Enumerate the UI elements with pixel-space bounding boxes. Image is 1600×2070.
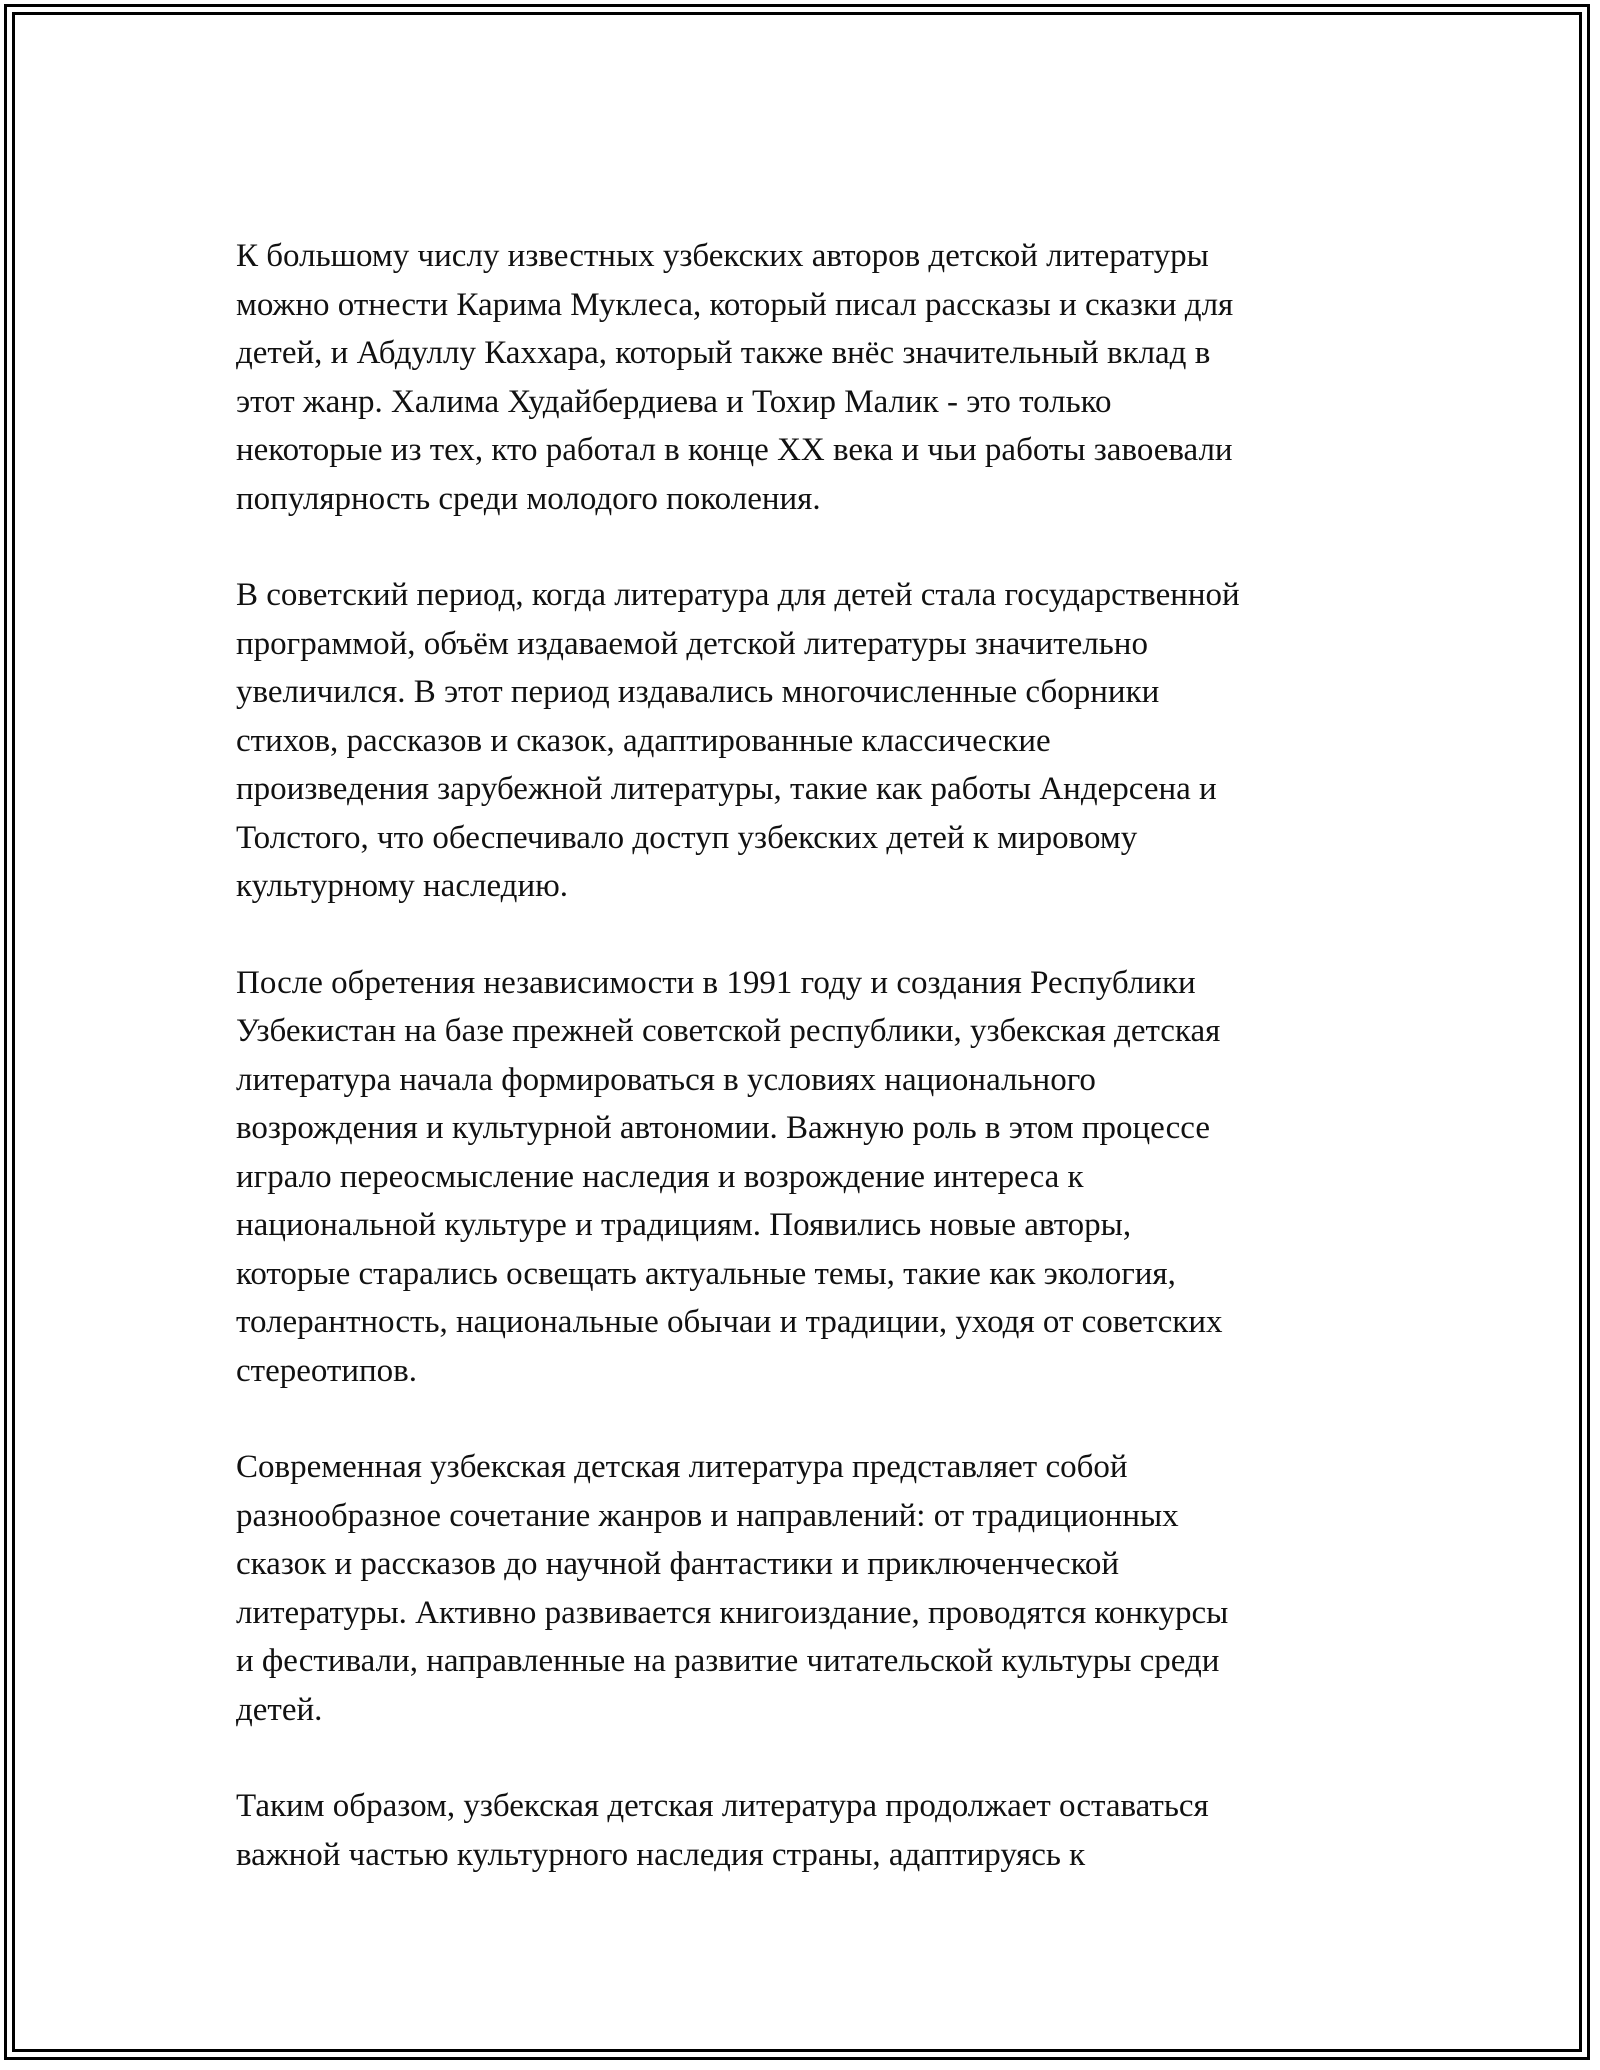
paragraph-authors: К большому числу известных узбекских авторов детской литературы можно отнести Карима Муклеса, который писал рассказы и сказки для детей, и Абдуллу Каххара, который также внёс значительный вклад в этот жанр. Халима Худайбердиева и Тохир Малик - это только некоторые из тех, кто работал в конце XX века и чьи работы завоевали популярность среди молодого поколения. (236, 238, 1234, 517)
paragraph-conclusion: Таким образом, узбекская детская литература продолжает оставаться важной частью культурного наследия страны, адаптируясь к (236, 1788, 1209, 1873)
paragraph-independence: После обретения независимости в 1991 году и создания Республики Узбекистан на базе прежней советской республики, узбекская детская литература начала формироваться в условиях национального возрождения и культурной автономии. Важную роль в этом процессе играло переосмысление наследия и возрождение интереса к национальной культуре и традициям. Появились новые авторы, которые старались освещать актуальные темы, такие как экология, толерантность, национальные обычаи и традиции, уходя от советских стереотипов. (236, 964, 1223, 1389)
paragraph-modern-literature: Современная узбекская детская литература представляет собой разнообразное сочетание жанров и направлений: от традиционных сказок и рассказов до научной фантастики и приключенческой литературы. Активно развивается книгоиздание, проводятся конкурсы и фестивали, направленные на развитие читательской культуры среди детей. (236, 1449, 1229, 1728)
paragraph-soviet-period: В советский период, когда литература для детей стала государственной программой, объём издаваемой детской литературы значительно увеличился. В этот период издавались многочисленные сборники стихов, рассказов и сказок, адаптированные классические произведения зарубежной литературы, такие как работы Андерсена и Толстого, что обеспечивало доступ узбекских детей к мировому культурному наследию. (236, 577, 1240, 904)
document-body (236, 232, 1376, 1927)
